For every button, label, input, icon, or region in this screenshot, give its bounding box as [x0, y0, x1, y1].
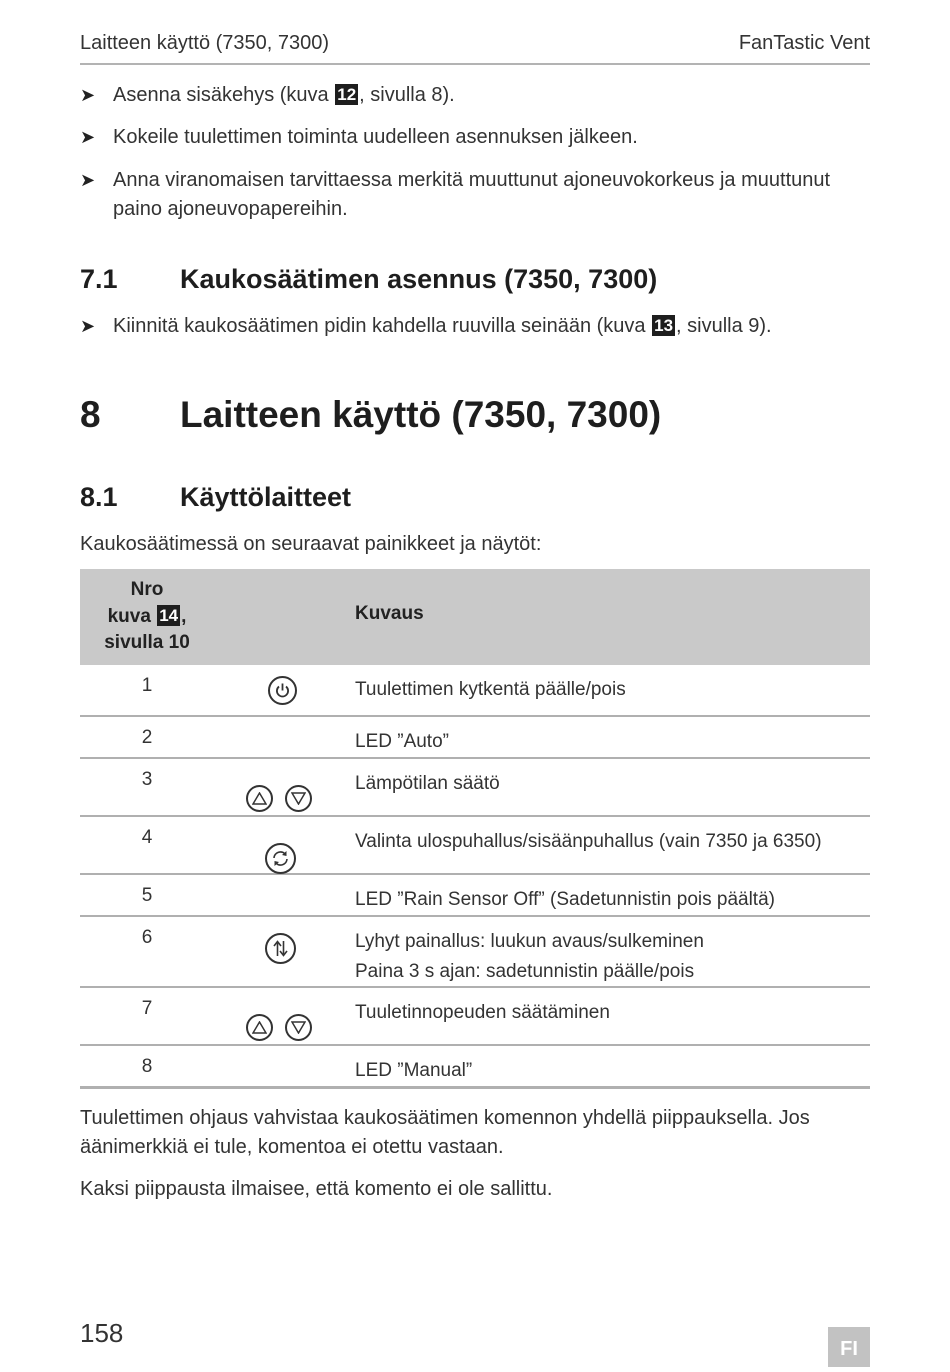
section-number: 8.1: [80, 482, 118, 512]
bullet-text-line2: paino ajoneuvopapereihin.: [113, 198, 348, 220]
bullet-authority-note: [80, 166, 870, 224]
row-icon-cell: [240, 927, 324, 967]
bullet-test-fan: [80, 123, 870, 152]
arrow-bullet-icon: ➤: [80, 127, 96, 147]
table-row: [80, 917, 870, 988]
triangle-up-icon: [246, 1014, 273, 1041]
header-comma: ,: [181, 605, 187, 627]
row-number: 2: [141, 727, 153, 748]
section-title: Kaukosäätimen asennus (7350, 7300): [180, 264, 658, 294]
row-description: Valinta ulospuhallus/sisäänpuhallus (vain 7350 ja 6350): [355, 831, 822, 852]
section-title: Käyttölaitteet: [180, 482, 352, 512]
triangle-down-icon: [285, 785, 312, 812]
header-kuva: kuva: [107, 605, 157, 627]
row-icon-cell: [240, 769, 324, 809]
triangle-up-icon: [246, 785, 273, 812]
row-number: 3: [141, 769, 153, 790]
row-description: Tuuletinnopeuden säätäminen: [355, 1002, 610, 1023]
header-description: Kuvaus: [355, 603, 424, 624]
bullet-mount-holder: [80, 312, 870, 341]
bullet-text-tail: , sivulla 8).: [359, 84, 455, 106]
table-row: [80, 988, 870, 1046]
table-row: [80, 817, 870, 875]
header-number-column: [80, 577, 214, 657]
bullet-text: Kokeile tuulettimen toiminta uudelleen asennuksen jälkeen.: [113, 126, 638, 148]
page-number: 158: [80, 1318, 124, 1348]
row-description-line2: Paina 3 s ajan: sadetunnistin päälle/pois: [355, 961, 695, 982]
table-row: [80, 1046, 870, 1089]
header-product-name: FanTastic Vent: [738, 32, 870, 54]
row-description: Lämpötilan säätö: [355, 773, 500, 794]
row-description-line1: Lyhyt painallus: luukun avaus/sulkeminen: [355, 931, 704, 952]
paragraph-beep-confirm: [80, 1104, 870, 1162]
row-number: 4: [141, 827, 153, 848]
row-number: 5: [141, 885, 153, 906]
table-header: [80, 569, 870, 665]
row-description: LED ”Manual”: [355, 1060, 473, 1081]
controls-table: [80, 569, 870, 1089]
row-number: 8: [141, 1056, 153, 1077]
row-number: 6: [141, 927, 153, 948]
arrow-bullet-icon: ➤: [80, 316, 96, 336]
bullet-text: Asenna sisäkehys (kuva: [113, 84, 335, 106]
triangle-down-icon: [285, 1014, 312, 1041]
paragraph-two-beeps: Kaksi piippausta ilmaisee, että komento ei ole sallittu.: [80, 1178, 553, 1200]
language-badge: FI: [828, 1327, 870, 1367]
bullet-text: Kiinnitä kaukosäätimen pidin kahdella ruuvilla seinään (kuva: [113, 315, 652, 337]
arrow-bullet-icon: ➤: [80, 85, 96, 105]
header-chapter-title: Laitteen käyttö (7350, 7300): [80, 32, 330, 54]
row-icon-cell: [240, 998, 324, 1038]
chapter-title: Laitteen käyttö (7350, 7300): [180, 394, 662, 435]
table-row: [80, 717, 870, 759]
up-down-arrows-icon: [265, 933, 296, 964]
bullet-text-line1: Anna viranomaisen tarvittaessa merkitä muuttunut ajoneuvokorkeus ja muuttunut: [113, 169, 831, 191]
row-number: 7: [141, 998, 153, 1019]
table-row: [80, 759, 870, 817]
figure-ref-badge: 12: [337, 85, 357, 104]
power-icon: [268, 676, 297, 705]
bullet-install-inner-frame: [80, 81, 870, 110]
chapter-number: 8: [80, 394, 101, 435]
row-number: 1: [141, 675, 153, 696]
row-icon-cell: [240, 675, 324, 715]
section-number: 7.1: [80, 264, 118, 294]
header-page: sivulla 10: [104, 632, 190, 653]
row-description: [355, 927, 704, 987]
row-description: LED ”Auto”: [355, 731, 449, 752]
page-header: [80, 32, 870, 65]
table-row: [80, 665, 870, 717]
figure-ref-badge: 14: [159, 605, 179, 625]
section-intro: Kaukosäätimessä on seuraavat painikkeet ja näytöt:: [80, 533, 542, 555]
row-description: LED ”Rain Sensor Off” (Sadetunnistin pois päältä): [355, 889, 775, 910]
figure-ref-badge: 13: [654, 316, 674, 335]
paragraph-line2: äänimerkkiä ei tule, komentoa ei otettu vastaan.: [80, 1136, 504, 1158]
header-nro: Nro: [130, 579, 164, 600]
bullet-text-tail: , sivulla 9).: [676, 315, 772, 337]
row-icon-cell: [240, 827, 324, 867]
row-description: Tuulettimen kytkentä päälle/pois: [355, 679, 626, 700]
arrow-bullet-icon: ➤: [80, 170, 96, 190]
rotate-arrows-icon: [265, 843, 296, 874]
table-row: [80, 875, 870, 917]
paragraph-line1: Tuulettimen ohjaus vahvistaa kaukosäätimen komennon yhdellä piippauksella. Jos: [80, 1107, 810, 1129]
